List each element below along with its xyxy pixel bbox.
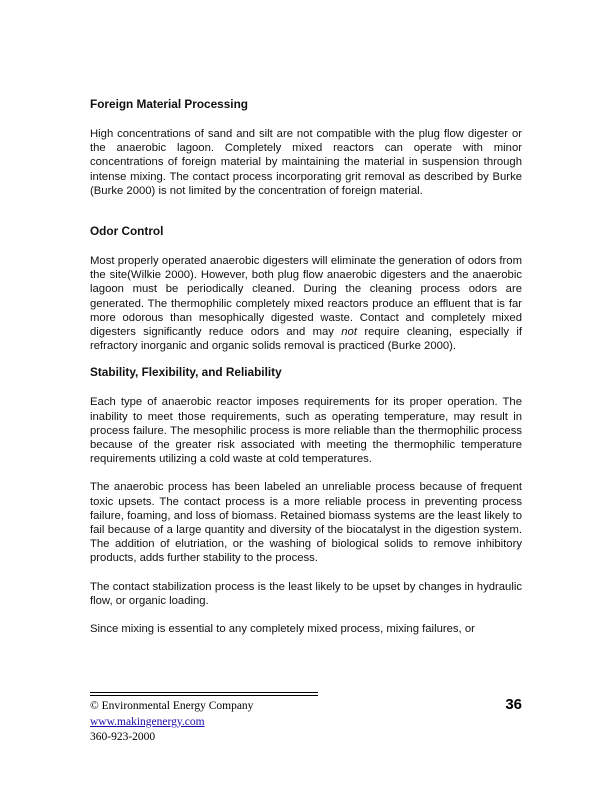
footer-divider-top [90, 692, 318, 693]
paragraph-foreign-material: High concentrations of sand and silt are not compatible with the plug flow digester or the anaerobic lagoon. Completely mixed reactors can operate with minor concentrations of foreign material by maintaining the material in suspension through intense mixing. The contact process incorporating grit removal as described by Burke (Burke 2000) is not limited by the concentration of foreign material. [90, 128, 522, 197]
paragraph-stability-2: The anaerobic process has been labeled an unreliable process because of frequent toxic upsets. The contact process is a more reliable process in preventing process failure, foaming, and loss of biomass. Retained biomass systems are the least likely to fail because of a large quantity and diversity of the biocatalyst in the digestion system. The addition of elutriation, or the washing of biological solids to remove inhibitory products, adds further stability to the process. [90, 481, 522, 565]
page-body [90, 97, 522, 636]
odor-text-before: Most properly operated anaerobic digesters will eliminate the generation of odors from the site(Wilkie 2000). However, both plug flow anaerobic digesters and the anaerobic lagoon must be periodically cleaned. During the cleaning process odors are generated. The thermophilic completely mixed reactors produce an effluent that is far more odorous than mesophically digested waste. Contact and completely mixed digesters significantly reduce odors and may [90, 255, 522, 339]
odor-text-after: require cleaning, especially if refractory inorganic and organic solids removal is practiced (Burke 2000). [90, 326, 522, 353]
paragraph-stability-1: Each type of anaerobic reactor imposes requirements for its proper operation. The inability to meet those requirements, such as operating temperature, may result in process failure. The mesophilic process is more reliable than the thermophilic process because of the greater risk associated with meeting the thermophilic temperature requirements utilizing a cold waste at cold temperatures. [90, 396, 522, 466]
page-footer [90, 699, 253, 746]
footer-divider-bottom [90, 695, 318, 696]
paragraph-odor-control [90, 254, 522, 353]
heading-stability: Stability, Flexibility, and Reliability [90, 365, 282, 380]
footer-website-link[interactable]: www.makingenergy.com [90, 715, 205, 728]
paragraph-stability-3: The contact stabilization process is the least likely to be upset by changes in hydraulic flow, or organic loading. [90, 580, 522, 607]
heading-foreign-material: Foreign Material Processing [90, 97, 248, 111]
footer-company: © Environmental Energy Company [90, 700, 254, 712]
page-number: 36 [505, 696, 522, 713]
footer-phone: 360-923-2000 [90, 731, 156, 743]
heading-odor-control: Odor Control [90, 224, 164, 239]
odor-text-emphasis: not [341, 326, 357, 339]
paragraph-stability-4: Since mixing is essential to any completely mixed process, mixing failures, or [90, 623, 475, 636]
